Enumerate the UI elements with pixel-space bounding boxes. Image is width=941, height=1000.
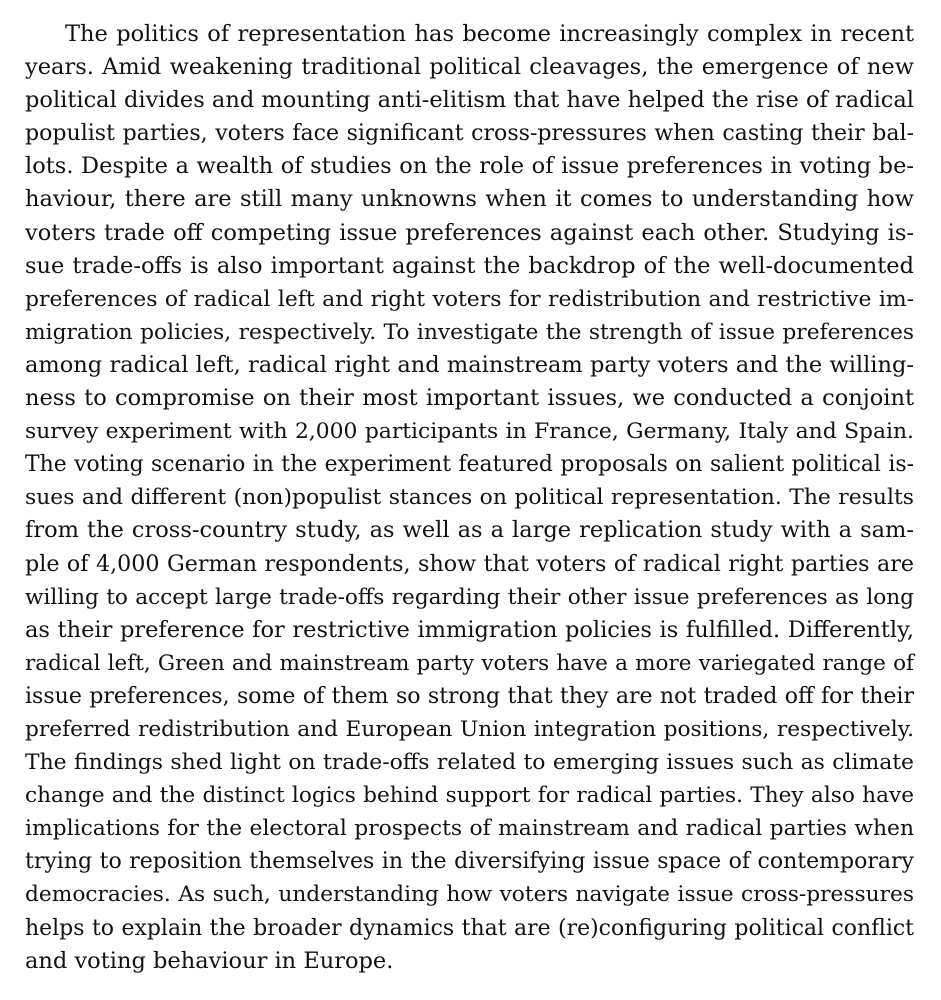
text-line: sue trade-offs is also important against the backdrop of the well-documented: [25, 252, 914, 279]
text-line: political divides and mounting anti-elitism that have helped the rise of radical: [25, 87, 914, 114]
text-line: voters trade off competing issue preferences against each other. Studying is-: [25, 219, 914, 246]
text-line: The voting scenario in the experiment featured proposals on salient political is-: [25, 452, 914, 478]
text-line: change and the distinct logics behind support for radical parties. They also have: [25, 783, 914, 809]
text-line: issue preferences, some of them so strong that they are not traded off for their: [25, 683, 914, 709]
text-line: sues and different (non)populist stances on political representation. The results: [25, 485, 914, 511]
text-line: preferences of radical left and right voters for redistribution and restrictive im-: [25, 286, 914, 312]
text-line: and voting behaviour in Europe.: [25, 947, 394, 974]
text-line: migration policies, respectively. To investigate the strength of issue preferences: [25, 319, 914, 345]
text-line: helps to explain the broader dynamics that are (re)configuring political conflict: [25, 915, 914, 941]
text-line: The findings shed light on trade-offs related to emerging issues such as climate: [25, 750, 914, 776]
text-line: from the cross-country study, as well as a large replication study with a sam-: [25, 517, 914, 544]
text-line: among radical left, radical right and mainstream party voters and the willing-: [25, 351, 914, 378]
abstract-paragraph: [25, 18, 914, 978]
text-line: as their preference for restrictive immigration policies is fulfilled. Differently,: [25, 616, 914, 643]
text-line: ness to compromise on their most important issues, we conducted a conjoint: [25, 385, 914, 412]
text-line: democracies. As such, understanding how voters navigate issue cross-pressures: [25, 882, 914, 908]
text-line: lots. Despite a wealth of studies on the role of issue preferences in voting be-: [25, 153, 914, 180]
text-line: haviour, there are still many unknowns when it comes to understanding how: [25, 186, 914, 213]
text-line: preferred redistribution and European Union integration positions, respectively.: [25, 716, 914, 742]
text-line: ple of 4,000 German respondents, show that voters of radical right parties are: [25, 550, 914, 577]
text-line: The politics of representation has become increasingly complex in recent: [65, 21, 914, 47]
text-line: willing to accept large trade-offs regarding their other issue preferences as long: [25, 584, 914, 610]
text-line: populist parties, voters face significant cross-pressures when casting their bal-: [25, 121, 914, 147]
text-line: trying to reposition themselves in the diversifying issue space of contemporary: [25, 849, 914, 875]
text-line: survey experiment with 2,000 participants in France, Germany, Italy and Spain.: [25, 419, 914, 445]
text-line: implications for the electoral prospects of mainstream and radical parties when: [25, 816, 914, 842]
text-line: radical left, Green and mainstream party voters have a more variegated range of: [25, 650, 914, 676]
text-line: years. Amid weakening traditional political cleavages, the emergence of new: [25, 54, 914, 81]
